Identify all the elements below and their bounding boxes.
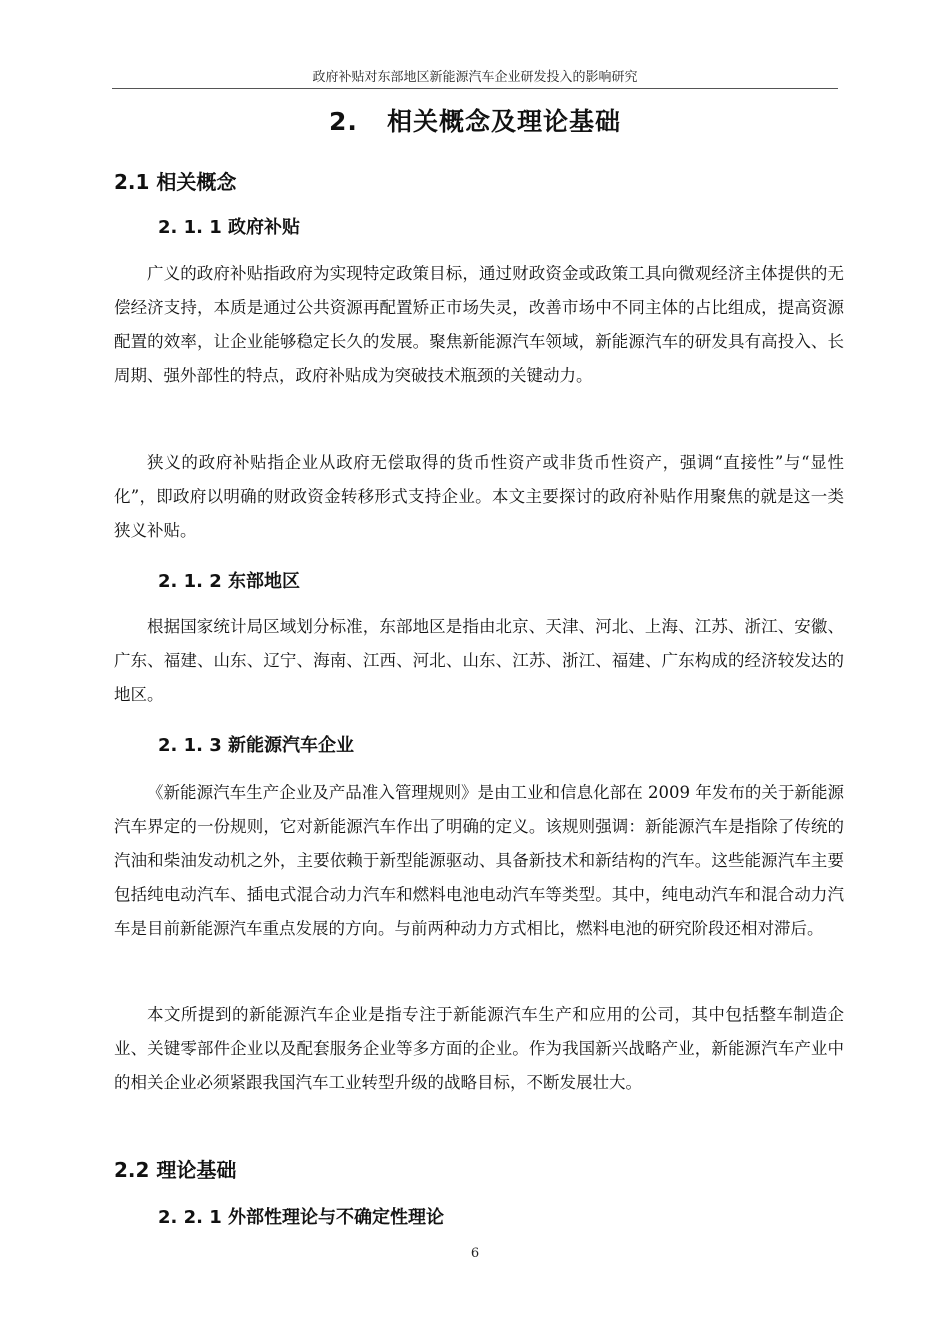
subsection-heading-2-1-1: 2. 1. 1 政府补贴 (158, 217, 301, 238)
paragraph-2-1-1-a: 广义的政府补贴指政府为实现特定政策目标，通过财政资金或政策工具向微观经济主体提供的无偿经济支持，本质是通过公共资源再配置矫正市场失灵，改善市场中不同主体的占比组成，提高资源配置的效率，让企业能够稳定长久的发展。聚焦新能源汽车领域，新能源汽车的研发具有高投入、长周期、强外部性的特点，政府补贴成为突破技术瓶颈的关键动力。 (114, 264, 844, 385)
header-rule (112, 88, 838, 89)
section-heading-2-2: 2.2 理论基础 (114, 1158, 237, 1182)
paragraph-2-1-3-b: 本文所提到的新能源汽车企业是指专注于新能源汽车生产和应用的公司，其中包括整车制造企业、关键零部件企业以及配套服务企业等多方面的企业。作为我国新兴战略产业，新能源汽车产业中的相关企业必须紧跟我国汽车工业转型升级的战略目标，不断发展壮大。 (114, 1005, 844, 1092)
paragraph-2-1-2: 根据国家统计局区域划分标准，东部地区是指由北京、天津、河北、上海、江苏、浙江、安徽、广东、福建、山东、辽宁、海南、江西、河北、山东、江苏、浙江、福建、广东构成的经济较发达的地区。 (114, 617, 844, 704)
section-heading-2-1: 2.1 相关概念 (114, 170, 237, 194)
subsection-heading-2-2-1: 2. 2. 1 外部性理论与不确定性理论 (158, 1207, 445, 1228)
subsection-heading-2-1-3: 2. 1. 3 新能源汽车企业 (158, 735, 355, 756)
chapter-title: 2. 相关概念及理论基础 (328, 107, 621, 136)
paragraph-2-1-3-a: 《新能源汽车生产企业及产品准入管理规则》是由工业和信息化部在 2009 年发布的关于新能源汽车界定的一份规则，它对新能源汽车作出了明确的定义。该规则强调：新能源汽车是指除了传统的汽油和柴油发动机之外，主要依赖于新型能源驱动、具备新技术和新结构的汽车。这些能源汽车主要包括纯电动汽车、插电式混合动力汽车和燃料电池电动汽车等类型。其中，纯电动汽车和混合动力汽车是目前新能源汽车重点发展的方向。与前两种动力方式相比，燃料电池的研究阶段还相对滞后。 (114, 783, 844, 938)
running-header: 政府补贴对东部地区新能源汽车企业研发投入的影响研究 (312, 70, 638, 85)
page-number: 6 (470, 1246, 480, 1261)
paragraph-2-1-1-b: 狭义的政府补贴指企业从政府无偿取得的货币性资产或非货币性资产，强调“直接性”与“显性化”，即政府以明确的财政资金转移形式支持企业。本文主要探讨的政府补贴作用聚焦的就是这一类狭义补贴。 (114, 453, 844, 540)
subsection-heading-2-1-2: 2. 1. 2 东部地区 (158, 571, 301, 592)
